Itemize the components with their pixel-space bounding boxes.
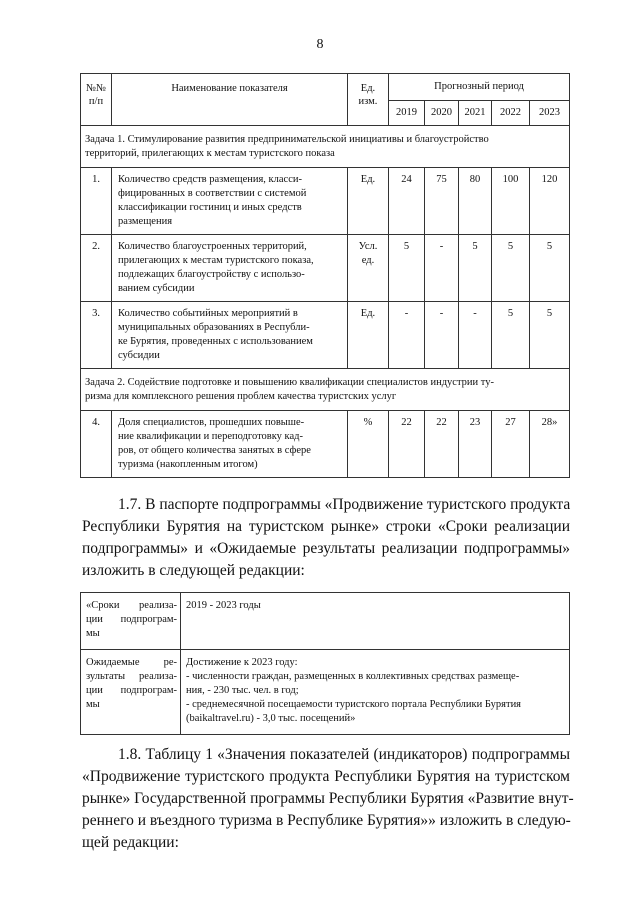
indicators-table (80, 73, 570, 478)
row-num: 4. (81, 411, 112, 478)
row-value: - (389, 302, 425, 369)
row-value: 75 (425, 168, 459, 235)
header-year: 2023 (530, 101, 570, 126)
table-row (81, 650, 570, 735)
row-name: Количество событийных мероприятий в муниципальных образованиях в Республи- ке Бурятия, проведенных с использованием субсидии (112, 302, 348, 369)
table-row (81, 168, 570, 235)
task-1-heading: Задача 1. Стимулирование развития предпринимательской инициативы и благоустройство территорий, прилегающих к местам туристского показа (81, 126, 570, 168)
row-value: 24 (389, 168, 425, 235)
row-label: Ожидаемые ре- зультаты реализа- ции подпрограм- мы (81, 650, 181, 735)
row-value: 28» (530, 411, 570, 478)
row-value: 5 (530, 302, 570, 369)
row-unit: % (348, 411, 389, 478)
row-value: 100 (492, 168, 530, 235)
row-value: 5 (530, 235, 570, 302)
passport-table (80, 592, 570, 735)
header-year: 2020 (425, 101, 459, 126)
row-value: - (425, 235, 459, 302)
row-value: - (425, 302, 459, 369)
row-value: 5 (389, 235, 425, 302)
row-name: Доля специалистов, прошедших повыше- ние квалификации и переподготовку кад- ров, от общего количества занятых в сфере туризма (накопленным итогом) (112, 411, 348, 478)
table-row (81, 593, 570, 650)
header-year: 2019 (389, 101, 425, 126)
paragraph-1-7: 1.7. В паспорте подпрограммы «Продвижение туристского продукта Республики Бурятия на туристском рынке» строки «Сроки реализации подпрограммы» и «Ожидаемые результаты реализации подпрограммы» изложить в следующей редакции: (82, 496, 571, 579)
row-value: - (459, 302, 492, 369)
row-name: Количество средств размещения, класси- фицированных в соответствии с системой классификации гостиниц и иных средств размещения (112, 168, 348, 235)
table-row (81, 302, 570, 369)
header-num: №№ п/п (81, 74, 112, 126)
paragraph-1-8: 1.8. Таблицу 1 «Значения показателей (индикаторов) подпрограммы «Продвижение туристского продукта Республики Бурятия на туристском рынке» Государственной программы Республики Бурятия «Развитие внут- реннего и въездного туризма в Республике Бурятия»» изложить в следую- щей редакции: (82, 746, 574, 851)
row-value: 80 (459, 168, 492, 235)
row-unit: Ед. (348, 168, 389, 235)
row-value: 22 (425, 411, 459, 478)
row-unit: Ед. (348, 302, 389, 369)
row-value: 5 (459, 235, 492, 302)
header-name: Наименование показателя (112, 74, 348, 126)
row-value: Достижение к 2023 году: - численности граждан, размещенных в коллективных средствах размеще- ния, - 230 тыс. чел. в год; - среднемесячной посещаемости туристского портала Республики Бурятия (baikaltravel.ru) - 3,0 тыс. посещений» (181, 650, 570, 735)
row-value: 5 (492, 235, 530, 302)
row-name: Количество благоустроенных территорий, прилегающих к местам туристского показа, подлежащих благоустройству с использо- ванием субсидии (112, 235, 348, 302)
row-value: 120 (530, 168, 570, 235)
header-unit: Ед. изм. (348, 74, 389, 126)
row-value: 23 (459, 411, 492, 478)
header-year: 2021 (459, 101, 492, 126)
row-unit: Усл. ед. (348, 235, 389, 302)
row-value: 5 (492, 302, 530, 369)
task-2-heading: Задача 2. Содействие подготовке и повышению квалификации специалистов индустрии ту- ризма для комплексного решения проблем качества туристских услуг (81, 369, 570, 411)
row-value: 27 (492, 411, 530, 478)
row-num: 2. (81, 235, 112, 302)
row-label: «Сроки реализа- ции подпрограм- мы (81, 593, 181, 650)
header-period: Прогнозный период (389, 74, 570, 101)
page-number: 8 (316, 37, 324, 52)
row-num: 3. (81, 302, 112, 369)
header-year: 2022 (492, 101, 530, 126)
table-row (81, 411, 570, 478)
row-value: 2019 - 2023 годы (181, 593, 570, 650)
table-row (81, 235, 570, 302)
row-value: 22 (389, 411, 425, 478)
row-num: 1. (81, 168, 112, 235)
